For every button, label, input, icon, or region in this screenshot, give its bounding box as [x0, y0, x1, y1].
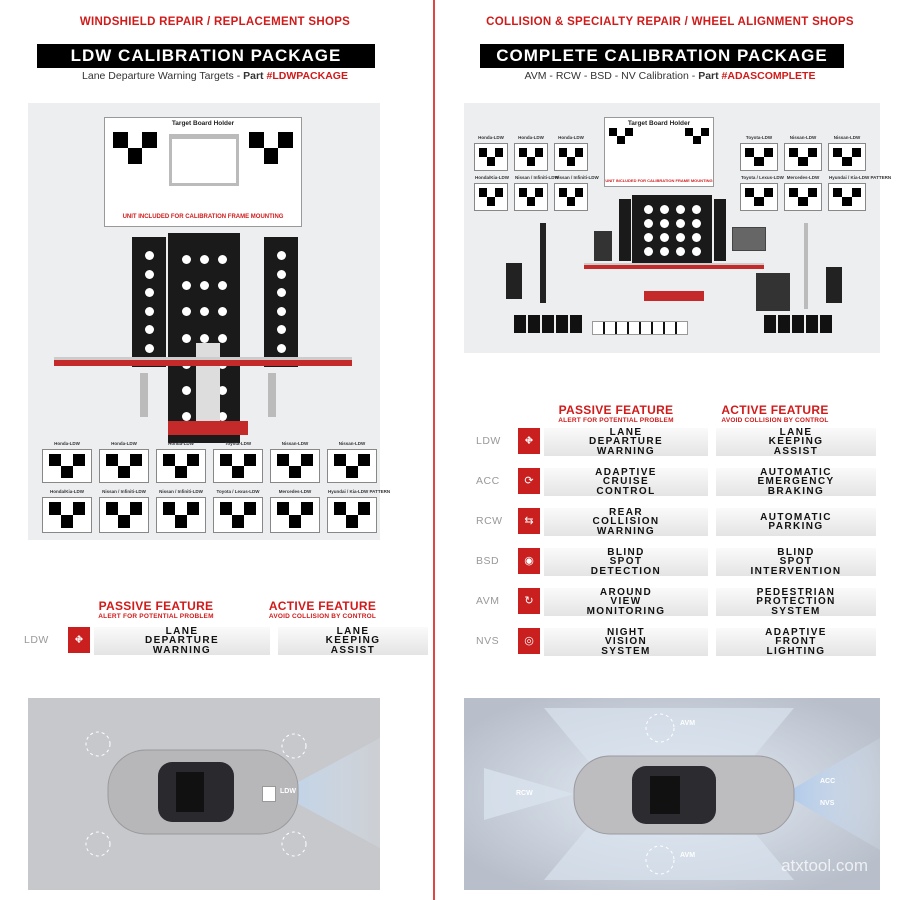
- target-tile-label: Toyota-LDW: [745, 135, 773, 140]
- target-pattern: [745, 188, 773, 206]
- lane-icon: ⛖: [68, 627, 90, 653]
- feature-row: [24, 624, 404, 658]
- holder-title: Target Board Holder: [627, 120, 691, 127]
- active-feature-text: LANE KEEPING ASSIST: [768, 426, 824, 457]
- stand-post: [196, 343, 220, 423]
- passive-title: PASSIVE FEATURE: [558, 403, 674, 417]
- car-illustration: [464, 698, 880, 890]
- target-dot: [218, 281, 227, 290]
- target-tile-label: Hyundai / Kia-LDW PATTERN: [328, 489, 391, 494]
- roller-targets: [514, 315, 584, 333]
- target-pattern: [220, 502, 256, 528]
- feature-row: [476, 465, 876, 499]
- checker-target: [334, 502, 370, 528]
- wheel-clamp: [268, 373, 276, 417]
- target-dot: [660, 247, 669, 256]
- target-dot: [676, 233, 685, 242]
- passive-feature-box: [544, 468, 708, 496]
- active-feature-box: [716, 508, 876, 536]
- passive-feature-text: AROUND VIEW MONITORING: [586, 586, 666, 617]
- pole: [804, 223, 808, 309]
- target-pattern: [277, 502, 313, 528]
- checker-target: [833, 148, 861, 166]
- cruise-icon: ⟳: [518, 468, 540, 494]
- target-tile: [270, 441, 320, 483]
- acc-label: ACC: [820, 778, 836, 785]
- checker-target: [745, 148, 773, 166]
- target-pattern: [277, 454, 313, 478]
- side-target-board: [619, 199, 631, 261]
- target-pattern: [163, 454, 199, 478]
- checker-target: [277, 454, 313, 478]
- feature-code: LDW: [476, 435, 501, 447]
- ldw-package-column: [0, 0, 430, 900]
- target-pattern: [745, 148, 773, 166]
- target-tile-label: Hyundai / Kia-LDW PATTERN: [829, 175, 892, 180]
- passive-feature-header: [76, 599, 236, 620]
- active-feature-box: [278, 627, 428, 655]
- checker-target: [833, 188, 861, 206]
- target-pattern: [789, 188, 817, 206]
- active-feature-text: BLIND SPOT INTERVENTION: [750, 546, 842, 577]
- target-pattern: [163, 502, 199, 528]
- reflector-stand: [826, 267, 842, 303]
- target-tile: [156, 489, 206, 533]
- target-tile-label: Honda-LDW: [558, 135, 584, 140]
- feature-code: RCW: [476, 515, 503, 527]
- active-feature-header: [710, 403, 840, 424]
- target-dot: [145, 307, 154, 316]
- target-dot: [182, 412, 191, 421]
- section-tag: WINDSHIELD REPAIR / REPLACEMENT SHOPS: [79, 16, 351, 28]
- holder-title: Target Board Holder: [171, 120, 235, 127]
- target-tile-label: Nissan / Infiniti-LDW: [102, 489, 146, 494]
- stand-target: [540, 223, 574, 303]
- target-tile: [270, 489, 320, 533]
- target-board-holder-card: [104, 117, 302, 227]
- active-title: ACTIVE FEATURE: [268, 599, 377, 613]
- holder-note: UNIT INCLUDED FOR CALIBRATION FRAME MOUNTING: [122, 214, 284, 220]
- radar-panel: [756, 273, 790, 311]
- target-dot: [692, 247, 701, 256]
- target-dot: [182, 255, 191, 264]
- target-tile: [156, 441, 206, 483]
- target-tile: [99, 489, 149, 533]
- active-feature-box: [716, 468, 876, 496]
- checker-target: [163, 502, 199, 528]
- product-photo: [28, 103, 391, 540]
- package-subtitle: [0, 70, 430, 82]
- target-dot: [218, 334, 227, 343]
- target-tile: [784, 135, 822, 171]
- column-divider: [433, 0, 435, 900]
- part-label: Part: [698, 70, 719, 82]
- active-feature-text: AUTOMATIC EMERGENCY BRAKING: [757, 466, 835, 497]
- holder-frame: [169, 134, 239, 186]
- target-tile-label: Nissan / Infiniti-LDW: [515, 175, 559, 180]
- target-dot: [692, 219, 701, 228]
- feature-row: [476, 505, 876, 539]
- target-tile-label: Honda/Kia-LDW: [475, 175, 509, 180]
- checker-target: [789, 188, 817, 206]
- checker-target: [106, 502, 142, 528]
- checker-target: [559, 148, 583, 166]
- target-pattern: [106, 454, 142, 478]
- target-tile: [42, 489, 92, 533]
- target-tile: [514, 175, 559, 211]
- feature-row: [476, 545, 876, 579]
- target-tile: [213, 489, 263, 533]
- part-label: Part: [243, 70, 264, 82]
- floor-mat: [592, 321, 688, 335]
- active-feature-text: PEDESTRIAN PROTECTION SYSTEM: [756, 586, 836, 617]
- target-dot: [218, 307, 227, 316]
- subtitle-text: Lane Departure Warning Targets -: [82, 70, 244, 82]
- nvs-label: NVS: [820, 800, 835, 807]
- target-tile-label: Nissan-LDW: [281, 441, 309, 446]
- target-dot: [200, 334, 209, 343]
- passive-feature-box: [544, 628, 708, 656]
- part-code: #LDWPACKAGE: [266, 70, 348, 82]
- wheel-clamp: [140, 373, 148, 417]
- target-pattern: [519, 188, 543, 206]
- checker-target: [479, 148, 503, 166]
- car-illustration: [28, 698, 380, 890]
- target-pattern: [49, 502, 85, 528]
- target-pattern: [559, 188, 583, 206]
- active-feature-header: [250, 599, 395, 620]
- feature-row: [476, 585, 876, 619]
- target-tile-label: Honda-LDW: [54, 441, 80, 446]
- target-pattern: [559, 148, 583, 166]
- target-tile-label: Toyota / Lexus-LDW: [741, 175, 784, 180]
- target-dot: [644, 247, 653, 256]
- target-dot: [145, 251, 154, 260]
- target-tile: [42, 441, 92, 483]
- target-dot: [277, 270, 286, 279]
- checker-target: [277, 502, 313, 528]
- checker-target: [49, 502, 85, 528]
- target-tile: [554, 135, 588, 171]
- section-tag: COLLISION & SPECIALTY REPAIR / WHEEL ALIGNMENT SHOPS: [486, 16, 854, 28]
- passive-feature-box: [544, 508, 708, 536]
- passive-feature-header: [556, 403, 676, 424]
- package-title: COMPLETE CALIBRATION PACKAGE: [480, 44, 844, 68]
- passive-feature-text: LANE DEPARTURE WARNING: [588, 426, 664, 457]
- passive-feature-box: [94, 627, 270, 655]
- checker-target: [49, 454, 85, 478]
- feature-row: [476, 425, 876, 459]
- feature-code: ACC: [476, 475, 500, 487]
- rcw-label: RCW: [516, 790, 533, 797]
- calibration-bar: [584, 263, 764, 269]
- checker-target: [609, 128, 633, 144]
- target-dot: [182, 307, 191, 316]
- target-dot: [277, 288, 286, 297]
- target-dot: [182, 334, 191, 343]
- target-dot: [644, 219, 653, 228]
- target-tile-label: Nissan-LDW: [789, 135, 817, 140]
- target-dot: [644, 205, 653, 214]
- package-title: LDW CALIBRATION PACKAGE: [37, 44, 375, 68]
- target-dot: [277, 325, 286, 334]
- target-tile-label: Toyota-LDW: [224, 441, 252, 446]
- target-dot: [692, 205, 701, 214]
- checker-target: [789, 148, 817, 166]
- checker-target: [519, 148, 543, 166]
- feature-code: AVM: [476, 595, 500, 607]
- side-target-board: [264, 237, 298, 367]
- target-dot: [145, 325, 154, 334]
- target-pattern: [833, 188, 861, 206]
- case-box: [594, 231, 612, 261]
- active-feature-text: ADAPTIVE FRONT LIGHTING: [765, 626, 827, 657]
- passive-feature-box: [544, 428, 708, 456]
- active-feature-box: [716, 588, 876, 616]
- calibration-bar: [54, 357, 352, 366]
- target-tile: [474, 175, 509, 211]
- frame-base: [168, 421, 248, 435]
- target-tile: [99, 441, 149, 483]
- checker-target: [106, 454, 142, 478]
- target-tile-label: Honda-LDW: [478, 135, 504, 140]
- roller-targets: [764, 315, 834, 333]
- target-pattern: [220, 454, 256, 478]
- passive-feature-box: [544, 548, 708, 576]
- 360-view-icon: ↻: [518, 588, 540, 614]
- rear-collision-icon: ⇆: [518, 508, 540, 534]
- target-pattern: [789, 148, 817, 166]
- target-tile: [554, 175, 599, 211]
- target-dot: [277, 251, 286, 260]
- target-tile-label: Honda-LDW: [518, 135, 544, 140]
- side-target-board: [132, 237, 166, 367]
- target-pattern: [334, 502, 370, 528]
- target-dot: [200, 281, 209, 290]
- passive-feature-text: BLIND SPOT DETECTION: [590, 546, 662, 577]
- product-photo: [464, 103, 892, 353]
- target-tile: [327, 489, 391, 533]
- target-tile-label: Toyota / Lexus-LDW: [216, 489, 260, 494]
- target-dot: [660, 233, 669, 242]
- active-feature-text: AUTOMATIC PARKING: [760, 511, 832, 532]
- eye-icon: ◎: [518, 628, 540, 654]
- target-tile-label: Nissan-LDW: [338, 441, 366, 446]
- passive-title: PASSIVE FEATURE: [98, 599, 214, 613]
- target-tile: [327, 441, 377, 483]
- target-tile: [740, 175, 784, 211]
- target-pattern: [519, 148, 543, 166]
- target-dot: [277, 344, 286, 353]
- target-dot: [676, 219, 685, 228]
- feature-row: [476, 625, 876, 659]
- target-pattern: [479, 148, 503, 166]
- target-dot: [182, 281, 191, 290]
- active-feature-text: LANE KEEPING ASSIST: [325, 625, 381, 656]
- checker-target: [479, 188, 503, 206]
- center-target-board: [632, 195, 712, 265]
- active-title: ACTIVE FEATURE: [721, 403, 829, 417]
- active-feature-box: [716, 628, 876, 656]
- target-dot: [692, 233, 701, 242]
- target-dot: [182, 386, 191, 395]
- checker-target: [163, 454, 199, 478]
- target-dot: [200, 255, 209, 264]
- target-tile: [514, 135, 548, 171]
- checker-target: [519, 188, 543, 206]
- checker-target: [249, 132, 293, 164]
- target-tile-label: Honda-LDW: [168, 441, 194, 446]
- target-dot: [218, 255, 227, 264]
- target-dot: [660, 219, 669, 228]
- avm-top-label: AVM: [680, 720, 696, 727]
- target-tile: [784, 175, 822, 211]
- target-tile: [213, 441, 263, 483]
- passive-feature-text: REAR COLLISION WARNING: [592, 506, 660, 537]
- feature-code: NVS: [476, 635, 500, 647]
- active-feature-box: [716, 428, 876, 456]
- target-dot: [644, 233, 653, 242]
- target-dot: [676, 247, 685, 256]
- checker-target: [685, 128, 709, 144]
- target-tile-label: Mercedes-LDW: [278, 489, 312, 494]
- reflector-stand: [506, 263, 522, 299]
- target-dot: [660, 205, 669, 214]
- side-target-board: [714, 199, 726, 261]
- target-dot: [145, 270, 154, 279]
- checker-target: [745, 188, 773, 206]
- target-dot: [145, 344, 154, 353]
- target-tile-label: Mercedes-LDW: [786, 175, 820, 180]
- complete-package-column: [440, 0, 900, 900]
- blind-spot-icon: ◉: [518, 548, 540, 574]
- target-board-holder-card: [604, 117, 714, 187]
- target-pattern: [334, 454, 370, 478]
- target-tile: [828, 175, 892, 211]
- target-tile-label: Honda-LDW: [111, 441, 137, 446]
- target-pattern: [479, 188, 503, 206]
- avm-bottom-label: AVM: [680, 852, 696, 859]
- car-top-view: [28, 698, 380, 890]
- target-pattern: [106, 502, 142, 528]
- lane-icon: [262, 786, 276, 802]
- passive-feature-text: NIGHT VISION SYSTEM: [601, 626, 651, 657]
- part-code: #ADASCOMPLETE: [721, 70, 816, 82]
- passive-sub: ALERT FOR POTENTIAL PROBLEM: [98, 613, 214, 620]
- target-dot: [145, 288, 154, 297]
- target-tile: [740, 135, 778, 171]
- car-label: LDW: [280, 788, 296, 795]
- active-sub: AVOID COLLISION BY CONTROL: [268, 613, 377, 620]
- target-tile-label: Nissan-LDW: [833, 135, 861, 140]
- watermark: atxtool.com: [781, 856, 868, 875]
- target-dot: [676, 205, 685, 214]
- checker-target: [220, 502, 256, 528]
- target-tile: [474, 135, 508, 171]
- target-tile-label: Nissan / Infiniti-LDW: [555, 175, 599, 180]
- feature-code: LDW: [24, 634, 49, 646]
- feature-code: BSD: [476, 555, 500, 567]
- package-subtitle: [440, 70, 900, 82]
- frame-base: [644, 291, 704, 301]
- holder-note: UNIT INCLUDED FOR CALIBRATION FRAME MOUNTING: [605, 178, 713, 183]
- checker-target: [559, 188, 583, 206]
- passive-sub: ALERT FOR POTENTIAL PROBLEM: [558, 417, 674, 424]
- passive-feature-text: LANE DEPARTURE WARNING: [144, 625, 220, 656]
- checker-target: [220, 454, 256, 478]
- target-tile: [828, 135, 866, 171]
- passive-feature-box: [544, 588, 708, 616]
- lane-icon: ⛖: [518, 428, 540, 454]
- target-tile-label: Nissan / Infiniti-LDW: [159, 489, 203, 494]
- target-pattern: [49, 454, 85, 478]
- target-pattern: [833, 148, 861, 166]
- active-feature-box: [716, 548, 876, 576]
- active-sub: AVOID COLLISION BY CONTROL: [721, 417, 829, 424]
- target-tile-label: Honda/Kia-LDW: [50, 489, 84, 494]
- passive-feature-text: ADAPTIVE CRUISE CONTROL: [595, 466, 657, 497]
- target-dot: [200, 307, 209, 316]
- carrying-case: [732, 227, 766, 251]
- checker-target: [113, 132, 157, 164]
- checker-target: [334, 454, 370, 478]
- subtitle-text: AVM - RCW - BSD - NV Calibration -: [524, 70, 699, 82]
- target-dot: [277, 307, 286, 316]
